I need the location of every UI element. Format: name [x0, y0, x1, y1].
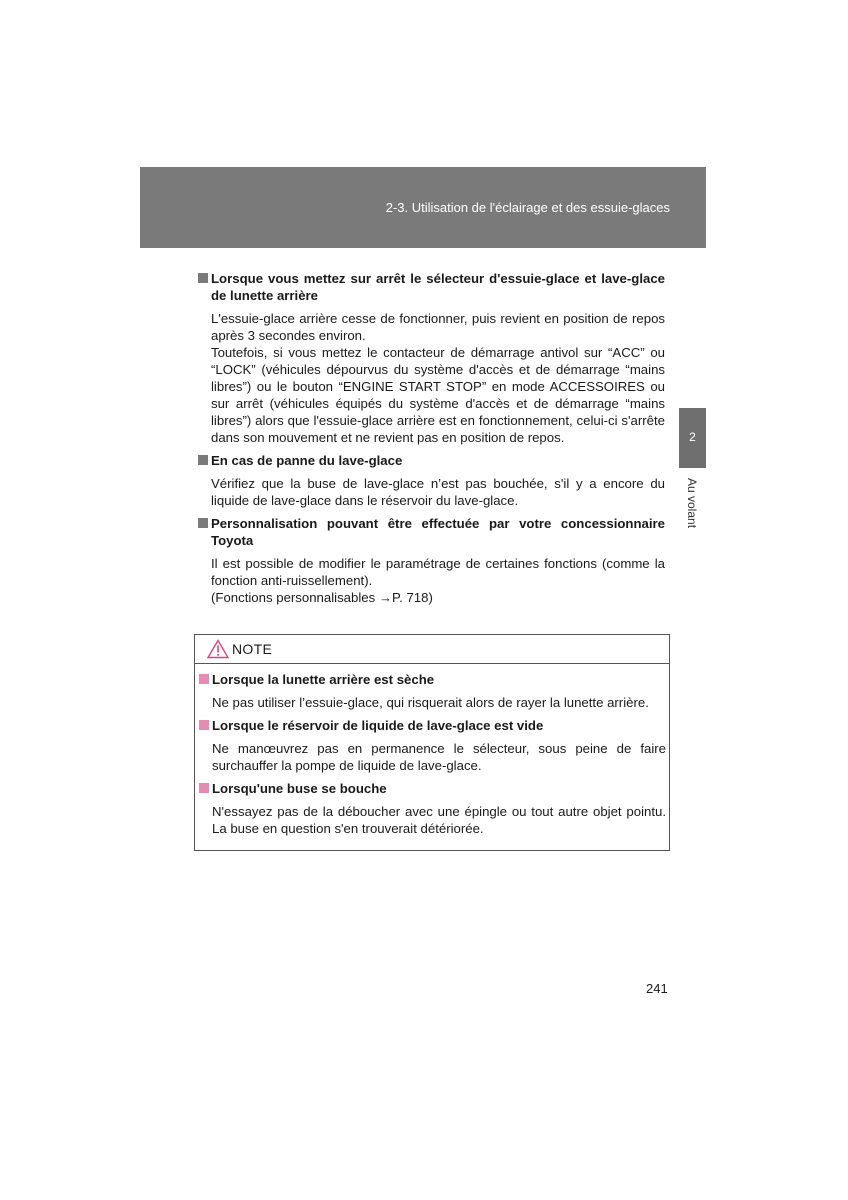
square-bullet-icon: [199, 783, 209, 793]
paragraph: Il est possible de modifier le paramétrage de certaines fonctions (comme la fonction anti-ruissellement).: [211, 556, 665, 588]
section-heading: En cas de panne du lave-glace: [198, 452, 665, 469]
paragraph: Toutefois, si vous mettez le contacteur de démarrage antivol sur “ACC” ou “LOCK” (véhicules dépourvus du système d'accès et de démarrage “mains libres”) ou le bouton “ENGINE START STOP” en mode ACCESSOIRES ou sur arrêt (véhicules équipés du système d'accès et de démarrage “mains libres”) alors que l'essuie-glace arrière est en fonctionnement, celui-ci s'arrête dans son mouvement et ne revient pas en position de repos.: [211, 345, 665, 445]
chapter-side-label-text: Au volant: [685, 478, 699, 529]
paragraph: (Fonctions personnalisables →P. 718): [211, 590, 433, 605]
note-item-text: Ne pas utiliser l’essuie-glace, qui risquerait alors de rayer la lunette arrière.: [212, 695, 649, 710]
warning-triangle-icon: [207, 639, 229, 659]
paragraph: Vérifiez que la buse de lave-glace n’est pas bouchée, s'il y a encore du liquide de lave-glace dans le réservoir du lave-glace.: [211, 476, 665, 508]
note-item-heading: Lorsque le réservoir de liquide de lave-glace est vide: [199, 717, 666, 734]
chapter-side-label: [680, 478, 704, 538]
paragraph: L'essuie-glace arrière cesse de fonctionner, puis revient en position de repos après 3 secondes environ.: [211, 311, 665, 343]
square-bullet-icon: [199, 674, 209, 684]
note-header: [195, 635, 669, 664]
note-item-heading: Lorsque la lunette arrière est sèche: [199, 671, 666, 688]
note-content: [199, 671, 666, 837]
note-title: NOTE: [232, 641, 273, 657]
square-bullet-icon: [198, 455, 208, 465]
note-item-text: Ne manœuvrez pas en permanence le sélecteur, sous peine de faire surchauffer la pompe de liquide de lave-glace.: [212, 741, 666, 773]
note-box: [194, 634, 670, 851]
chapter-title: 2-3. Utilisation de l'éclairage et des essuie-glaces: [385, 200, 670, 215]
note-item-heading: Lorsqu'une buse se bouche: [199, 780, 666, 797]
section-heading: Lorsque vous mettez sur arrêt le sélecteur d'essuie-glace et lave-glace de lunette arrière: [198, 270, 665, 304]
section-heading: Personnalisation pouvant être effectuée par votre concessionnaire Toyota: [198, 515, 665, 549]
square-bullet-icon: [199, 720, 209, 730]
section-body: [198, 310, 665, 446]
square-bullet-icon: [198, 273, 208, 283]
section-body: [198, 555, 665, 606]
section-body: [198, 475, 665, 509]
chapter-number: 2: [689, 430, 696, 444]
chapter-tab: [679, 408, 706, 468]
header-bar: [140, 167, 706, 248]
square-bullet-icon: [198, 518, 208, 528]
page-number: 241: [646, 981, 668, 996]
note-item-text: N'essayez pas de la déboucher avec une épingle ou tout autre objet pointu. La buse en question s'en trouverait détériorée.: [212, 804, 666, 836]
main-content: [198, 270, 665, 606]
